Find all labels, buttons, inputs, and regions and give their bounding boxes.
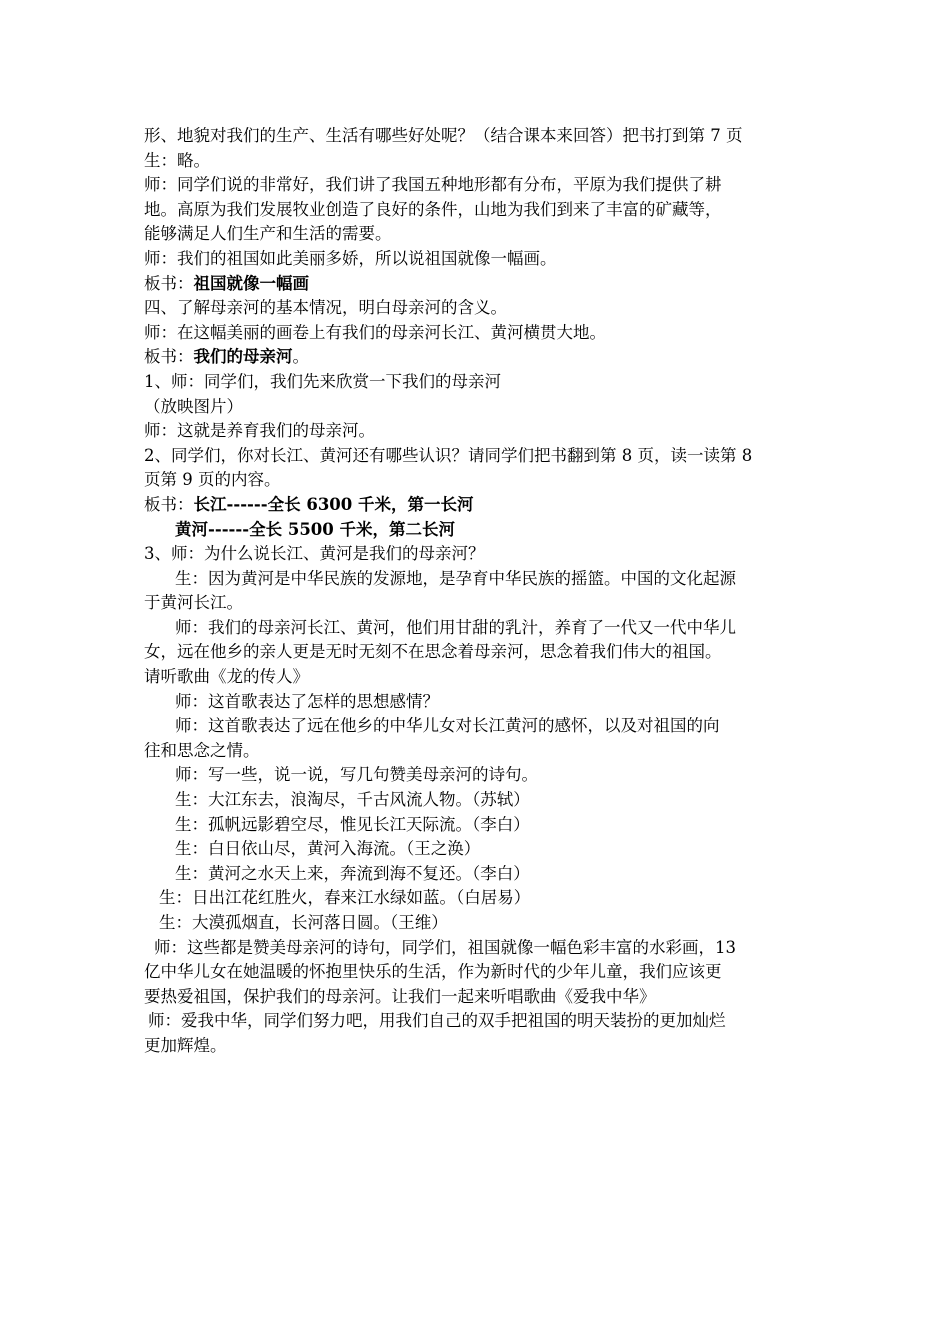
text-line (144, 468, 812, 493)
text-run: 师：我们的祖国如此美丽多娇，所以说祖国就像一幅画。 (144, 248, 557, 268)
text-line (144, 124, 812, 149)
text-line (144, 370, 812, 395)
text-run: （放映图片） (144, 396, 243, 416)
text-run: 师：在这幅美丽的画卷上有我们的母亲河长江、黄河横贯大地。 (144, 322, 606, 342)
text-run: 生：白日依山尽，黄河入海流。（王之涣） (175, 839, 481, 859)
text-line (144, 272, 812, 297)
text-run: 。 (292, 347, 309, 367)
text-line (144, 1034, 812, 1059)
text-run: 生：日出江花红胜火，春来江水绿如蓝。（白居易） (159, 888, 531, 908)
text-line (144, 345, 812, 370)
text-line (144, 444, 812, 469)
text-line (144, 542, 812, 567)
text-run: 生：大漠孤烟直，长河落日圆。（王维） (159, 913, 448, 932)
text-line (144, 198, 812, 223)
text-run: 师：这首歌表达了远在他乡的中华儿女对长江黄河的感怀，以及对祖国的向 (175, 716, 720, 736)
text-run: 形、地貌对我们的生产、生活有哪些好处呢？（结合课本来回答）把书打到第 7 页 (144, 126, 743, 145)
text-line (144, 149, 812, 174)
text-run: 请听歌曲《龙的传人》 (144, 667, 309, 687)
board-text: 我们的母亲河 (193, 347, 293, 367)
text-line (144, 173, 812, 198)
text-line (144, 567, 812, 592)
text-run: 师：写一些，说一说，写几句赞美母亲河的诗句。 (175, 765, 538, 785)
document-body (144, 124, 812, 1059)
text-run: 能够满足人们生产和生活的需要。 (144, 224, 392, 244)
text-line (144, 640, 812, 665)
text-line (144, 321, 812, 346)
text-line (144, 419, 812, 444)
text-line (144, 296, 812, 321)
text-line (144, 591, 812, 616)
text-run: 女，远在他乡的亲人更是无时无刻不在思念着母亲河，思念着我们伟大的祖国。 (144, 642, 722, 662)
text-run: 往和思念之情。 (144, 740, 260, 760)
text-line (144, 1009, 812, 1034)
text-run: 板书： (144, 494, 194, 514)
text-line (144, 813, 812, 838)
text-line (144, 247, 812, 272)
text-run: 要热爱祖国，保护我们的母亲河。让我们一起来听唱歌曲《爱我中华》 (144, 986, 656, 1006)
text-line (144, 788, 812, 813)
text-run: 3、师：为什么说长江、黄河是我们的母亲河？ (144, 544, 485, 564)
text-run: 1、师：同学们，我们先来欣赏一下我们的母亲河 (144, 371, 501, 391)
text-run: 板书： (144, 273, 194, 293)
text-run: 师：这些都是赞美母亲河的诗句，同学们，祖国就像一幅色彩丰富的水彩画，13 (154, 937, 736, 957)
board-text: 长江------全长 6300 千米，第一长河 (193, 494, 474, 514)
text-run: 亿中华儿女在她温暖的怀抱里快乐的生活，作为新时代的少年儿童，我们应该更 (144, 962, 722, 982)
board-text: 祖国就像一幅画 (193, 273, 309, 293)
board-text: 黄河------全长 5500 千米，第二长河 (175, 519, 456, 539)
text-run: 页第 9 页的内容。 (144, 470, 281, 490)
text-run: 生：大江东去，浪淘尽，千古风流人物。（苏轼） (175, 790, 530, 810)
text-run: 师：我们的母亲河长江、黄河，他们用甘甜的乳汁，养育了一代又一代中华儿 (175, 617, 736, 637)
text-line (144, 936, 812, 961)
text-run: 板书： (144, 347, 194, 367)
text-run: 生：略。 (144, 150, 210, 170)
text-run: 师：这首歌表达了怎样的思想感情？ (175, 691, 439, 711)
text-line (144, 518, 812, 543)
text-line (144, 690, 812, 715)
text-line (144, 960, 812, 985)
text-run: 师：这就是养育我们的母亲河。 (144, 421, 375, 441)
text-run: 于黄河长江。 (144, 593, 243, 613)
text-line (144, 837, 812, 862)
text-line (144, 862, 812, 887)
text-run: 四、了解母亲河的基本情况，明白母亲河的含义。 (144, 298, 507, 318)
text-line (144, 985, 812, 1010)
text-run: 2、同学们，你对长江、黄河还有哪些认识？请同学们把书翻到第 8 页，读一读第 8 (144, 445, 753, 465)
text-line (144, 493, 812, 518)
text-line (144, 665, 812, 690)
text-line (144, 763, 812, 788)
text-run: 师：爱我中华，同学们努力吧，用我们自己的双手把祖国的明天装扮的更加灿烂 (148, 1011, 726, 1031)
text-line (144, 616, 812, 641)
text-run: 生：孤帆远影碧空尽，惟见长江天际流。（李白） (175, 814, 530, 834)
text-line (144, 222, 812, 247)
text-run: 师：同学们说的非常好，我们讲了我国五种地形都有分布，平原为我们提供了耕 (144, 175, 722, 195)
text-line (144, 911, 812, 936)
text-line (144, 714, 812, 739)
text-run: 生：因为黄河是中华民族的发源地，是孕育中华民族的摇篮。中国的文化起源 (175, 568, 736, 588)
text-run: 地。高原为我们发展牧业创造了良好的条件，山地为我们到来了丰富的矿藏等， (144, 199, 722, 219)
text-run: 更加辉煌。 (144, 1035, 227, 1055)
text-line (144, 886, 812, 911)
text-run: 生：黄河之水天上来，奔流到海不复还。（李白） (175, 863, 530, 883)
text-line (144, 739, 812, 764)
text-line (144, 395, 812, 420)
